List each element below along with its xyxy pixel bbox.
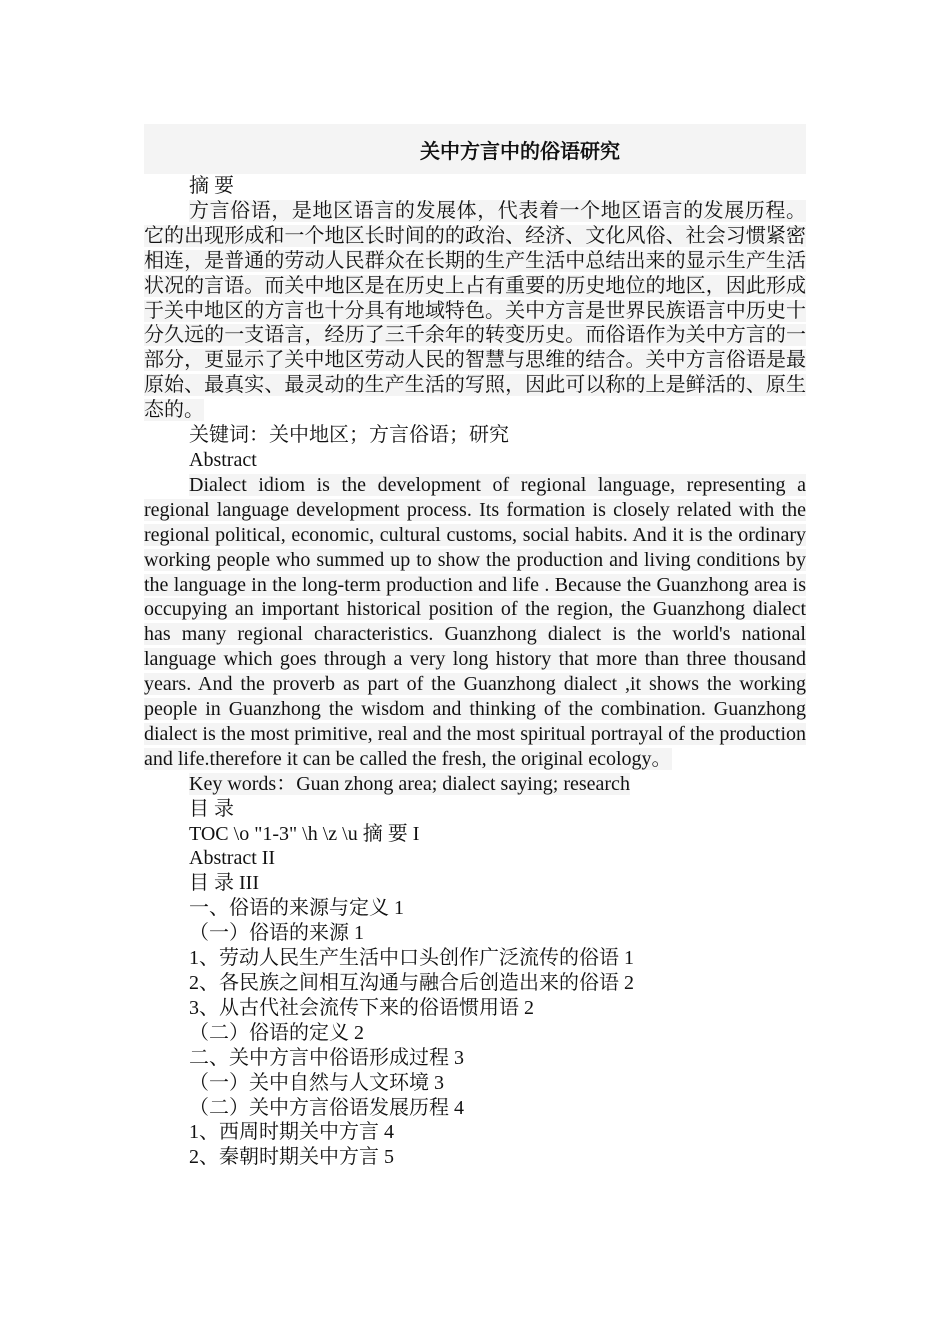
toc-entry[interactable]: TOC \o "1-3" \h \z \u 摘 要 I: [189, 822, 420, 845]
toc-entry[interactable]: 2、各民族之间相互沟通与融合后创造出来的俗语 2: [189, 972, 634, 994]
abstract-paragraph-cn: [144, 199, 806, 423]
abstract-text-cn: 方言俗语，是地区语言的发展体，代表着一个地区语言的发展历程。它的出现形成和一个地区长时间的的政治、经济、文化风俗、社会习惯紧密相连，是普通的劳动人民群众在长期的生产生活中总结出来的显示生产生活状况的言语。而关中地区是在历史上占有重要的历史地位的地区，因此形成于关中地区的方言也十分具有地域特色。关中方言是世界民族语言中历史十分久远的一支语言，经历了三千余年的转变历史。而俗语作为关中方言的一部分，更显示了关中地区劳动人民的智慧与思维的结合。关中方言俗语是最原始、最真实、最灵动的生产生活的写照，因此可以称的上是鲜活的、原生态的。: [144, 199, 806, 422]
keywords-cn: 关键词：关中地区；方言俗语；研究: [189, 424, 509, 447]
toc-entry[interactable]: （一）关中自然与人文环境 3: [189, 1071, 444, 1094]
toc-entry[interactable]: （二）关中方言俗语发展历程 4: [189, 1096, 464, 1119]
title-band: [144, 124, 806, 174]
abstract-heading-en: Abstract: [189, 448, 257, 471]
abstract-text-en: Dialect idiom is the development of regional language, representing a regional language development process. Its formation is closely related with the regional political, economic, cultural customs, social habits. And it is the ordinary working people who summed up to show the production and living conditions by the language in the long-term production and life . Because the Guanzhong area is occupying an important historical position of the region, the Guanzhong dialect has many regional characteristics. Guanzhong dialect is the world's national language which goes through a very long history that more than three thousand years. And the proverb as part of the Guanzhong dialect ,it shows the working people in Guanzhong the wisdom and thinking of the combination. Guanzhong dialect is the most primitive, real and the most spiritual portrayal of the production and life.therefore it can be called the fresh, the original ecology。: [144, 473, 806, 770]
keywords-en: [144, 772, 806, 797]
document-page: [144, 124, 806, 1170]
toc-entry[interactable]: 目 录 III: [189, 872, 259, 895]
table-of-contents: [144, 822, 806, 1171]
toc-entry[interactable]: 1、西周时期关中方言 4: [189, 1121, 394, 1144]
toc-entry[interactable]: Abstract II: [189, 847, 276, 870]
toc-entry[interactable]: 1、劳动人民生产生活中口头创作广泛流传的俗语 1: [189, 947, 634, 970]
toc-entry[interactable]: 二、关中方言中俗语形成过程 3: [189, 1046, 464, 1069]
toc-entry[interactable]: 一、俗语的来源与定义 1: [189, 897, 404, 920]
keywords-en-text: Key words：Guan zhong area; dialect saying; research: [189, 772, 630, 795]
abstract-paragraph-en: [144, 473, 806, 772]
document-body: [144, 174, 806, 1170]
toc-entry[interactable]: （二）俗语的定义 2: [189, 1021, 364, 1044]
toc-entry[interactable]: （一）俗语的来源 1: [189, 922, 364, 945]
document-title: 关中方言中的俗语研究: [420, 138, 620, 163]
abstract-heading-cn: 摘 要: [189, 175, 234, 197]
toc-entry[interactable]: 3、从古代社会流传下来的俗语惯用语 2: [189, 996, 534, 1019]
toc-heading: 目 录: [189, 797, 234, 820]
toc-entry[interactable]: 2、秦朝时期关中方言 5: [189, 1146, 394, 1169]
